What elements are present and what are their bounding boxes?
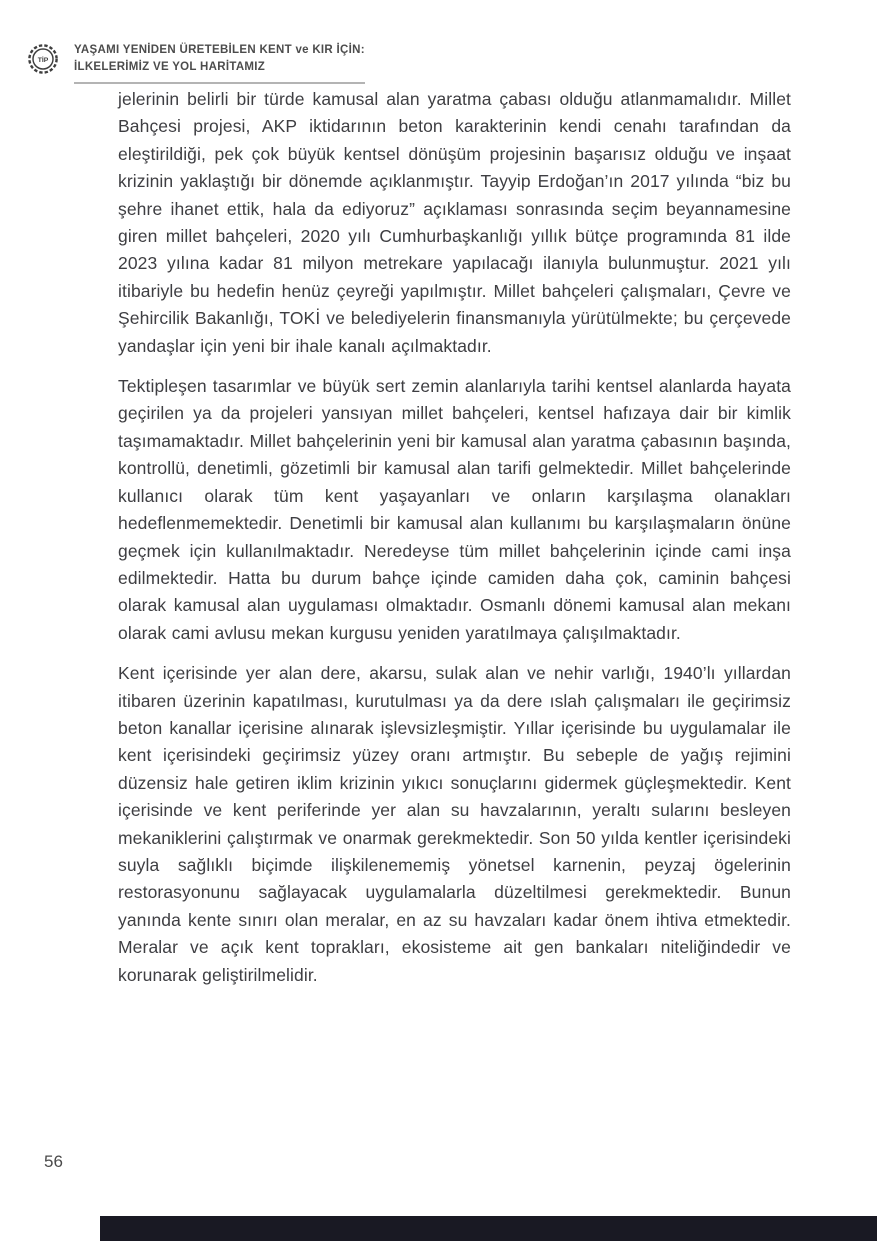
- page-number: 56: [44, 1152, 63, 1171]
- body-paragraph-2: Tektipleşen tasarımlar ve büyük sert zemin alanlarıyla tarihi kentsel alanlarda hayata geçirilen ya da projeleri yansıyan millet bahçeleri, kentsel hafızaya dair bir kimlik taşımamaktadır. Millet bahçelerinin yeni bir kamusal alan yaratma çabasının başında, kontrollü, denetimli, gözetimli bir kamusal alan tarifi gelmektedir. Millet bahçelerinde kullanıcı olarak tüm kent yaşayanları ve onların karşılaşma olanakları hedeflenmemektedir. Denetimli bir kamusal alan kullanımı bu karşılaşmaların önüne geçmek için kullanılmaktadır. Neredeyse tüm millet bahçelerinin içinde cami inşa edilmektedir. Hatta bu durum bahçe içinde camiden daha çok, caminin bahçesi olarak kamusal alan uygulaması olmaktadır. Osmanlı dönemi kamusal alan mekanı olarak cami avlusu mekan kurgusu yeniden yaratılmaya çalışılmaktadır.: [118, 376, 791, 643]
- tip-party-logo-icon: [27, 43, 59, 75]
- page-body: [118, 86, 791, 1002]
- running-header-line1: YAŞAMI YENİDEN ÜRETEBİLEN KENT ve KIR İÇİN:: [74, 44, 365, 56]
- footer-bar: [100, 1216, 877, 1241]
- body-paragraph-1: jelerinin belirli bir türde kamusal alan yaratma çabası olduğu atlanmamalıdır. Millet Bahçesi projesi, AKP iktidarının beton karakterinin kendi cenahı tarafından da eleştirildiği, pek çok büyük kentsel dönüşüm projesinin başarısız olduğu ve inşaat krizinin yaklaştığı bir dönemde açıklanmıştır. Tayyip Erdoğan’ın 2017 yılında “biz bu şehre ihanet ettik, hala da ediyoruz” açıklaması sonrasında seçim beyannamesine giren millet bahçeleri, 2020 yılı Cumhurbaşkanlığı yıllık bütçe programında 81 ilde 2023 yılına kadar 81 milyon metrekare yapılacağı ilanıyla bulunmuştur. 2021 yılı itibariyle bu hedefin henüz çeyreği yapılmıştır. Millet bahçeleri çalışmaları, Çevre ve Şehircilik Bakanlığı, TOKİ ve belediyelerin finansmanıyla yürütülmekte; bu çerçevede yandaşlar için yeni bir ihale kanalı açılmaktadır.: [118, 89, 791, 356]
- svg-text:TİP: TİP: [37, 56, 49, 64]
- running-header-line2: İLKELERİMİZ VE YOL HARİTAMIZ: [74, 61, 266, 73]
- body-paragraph-3: Kent içerisinde yer alan dere, akarsu, sulak alan ve nehir varlığı, 1940’lı yıllardan itibaren üzerinin kapatılması, kurutulması ya da dere ıslah çalışmaları ile geçirimsiz beton kanallar içerisine alınarak işlevsizleşmiştir. Yıllar içerisinde bu uygulamalar ile kent içerisindeki geçirimsiz yüzey oranı artmıştır. Bu sebeple de yağış rejimini düzensiz hale getiren iklim krizinin yıkıcı sonuçlarını gidermek güçleşmektedir. Kent içerisinde ve kent periferinde yer alan su havzalarının, yeraltı sularını besleyen mekaniklerini çalıştırmak ve onarmak gerekmektedir. Son 50 yılda kentler içerisindeki suyla sağlıklı biçimde ilişkilenememiş yönetsel karnenin, peyzaj ögelerinin restorasyonunu sağlayacak uygulamalarla düzeltilmesi gerekmektedir. Bunun yanında kente sınırı olan meralar, en az su havzaları kadar önem ihtiva etmektedir. Meralar ve açık kent toprakları, ekosisteme ait gen bankaları niteliğindedir ve korunarak geliştirilmelidir.: [118, 663, 791, 985]
- running-header: [74, 42, 365, 84]
- page-header: [27, 42, 365, 84]
